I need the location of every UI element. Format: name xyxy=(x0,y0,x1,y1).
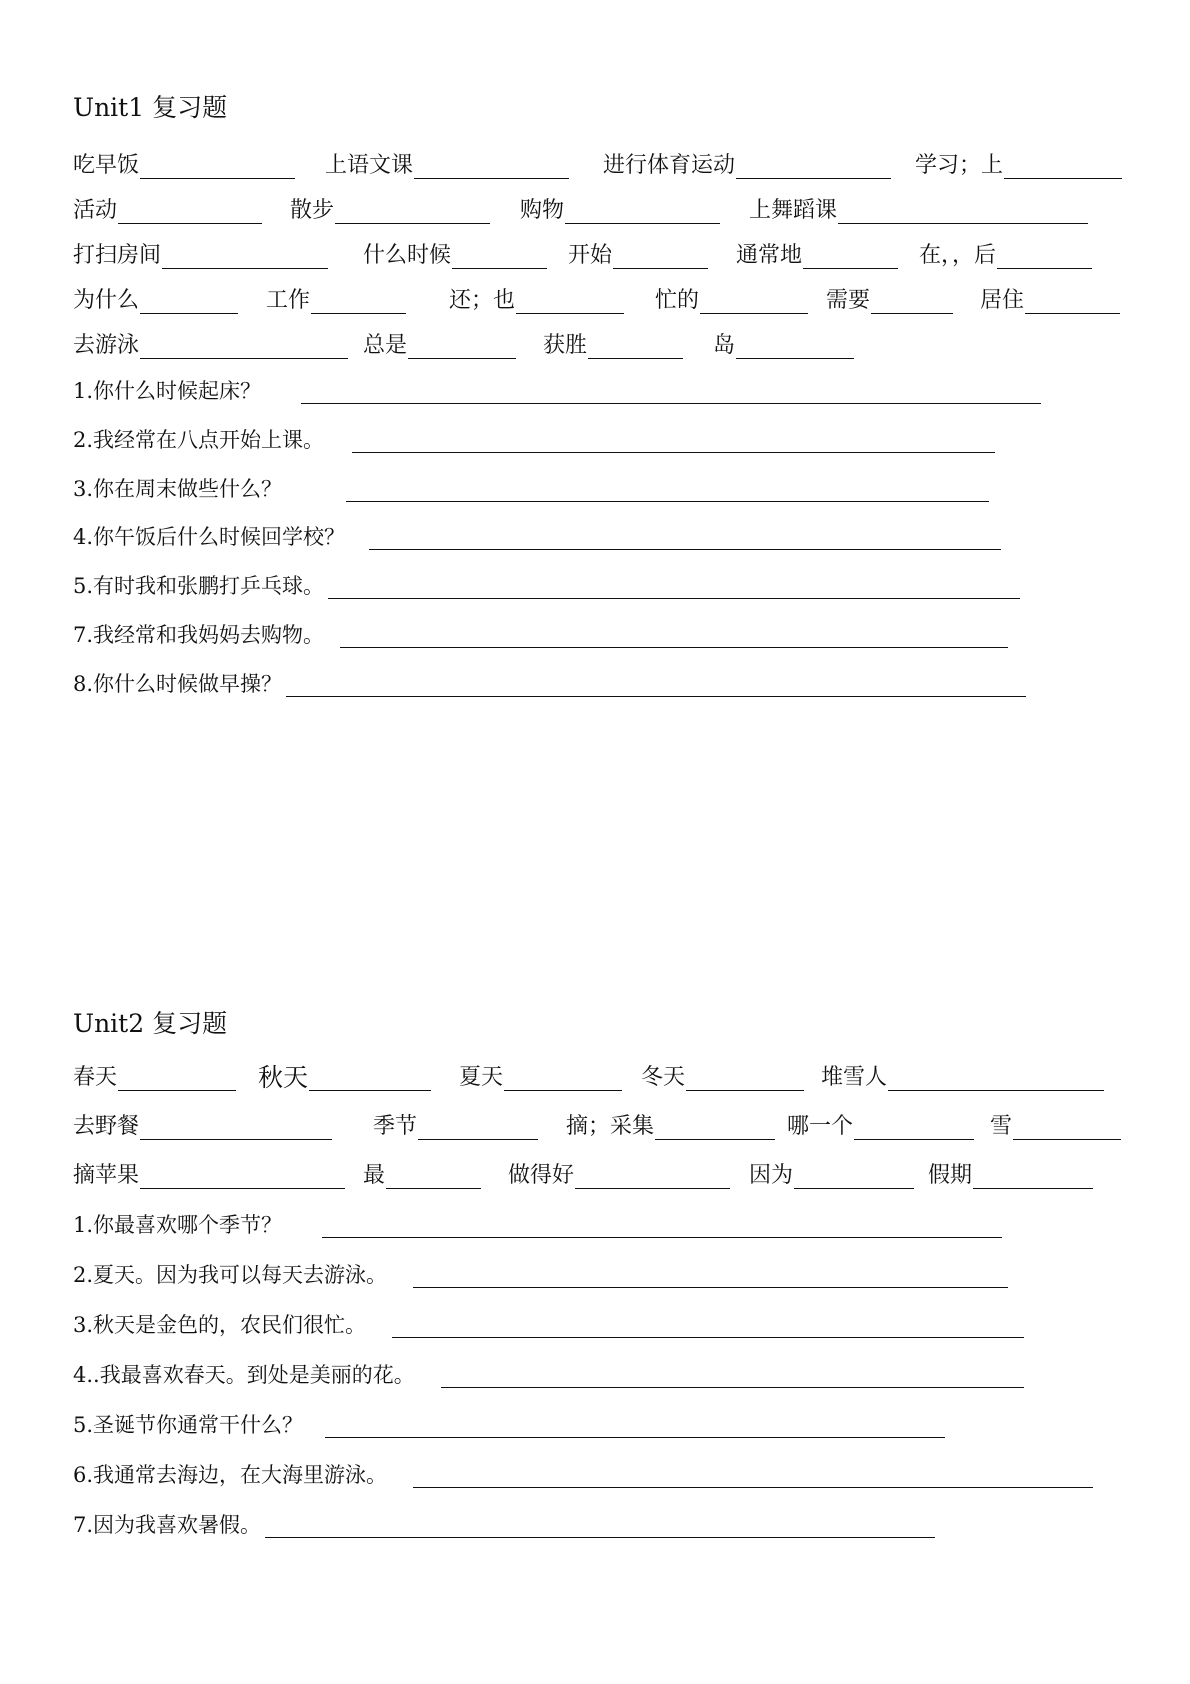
answer-blank[interactable] xyxy=(140,1166,345,1189)
answer-blank[interactable] xyxy=(140,1117,332,1140)
vocab-item xyxy=(641,1061,804,1091)
answer-blank[interactable] xyxy=(838,201,1088,224)
answer-line[interactable] xyxy=(413,1265,1008,1288)
unit1-title: Unit1 复习题 xyxy=(73,93,228,122)
vocab-label: 季节 xyxy=(373,1114,418,1139)
vocab-label: 工作 xyxy=(266,288,311,313)
answer-blank[interactable] xyxy=(311,291,406,314)
unit2-title: Unit2 复习题 xyxy=(73,1009,228,1038)
sentence-prompt: 2.我经常在八点开始上课。 xyxy=(73,428,325,452)
vocab-label: 堆雪人 xyxy=(821,1065,888,1090)
answer-blank[interactable] xyxy=(588,336,683,359)
answer-blank[interactable] xyxy=(700,291,808,314)
vocab-item xyxy=(787,1110,974,1140)
answer-blank[interactable] xyxy=(973,1166,1093,1189)
vocab-item xyxy=(290,194,490,224)
sentence-prompt: 1.你最喜欢哪个季节？ xyxy=(73,1213,283,1237)
unit2-sentence-3 xyxy=(73,1308,1024,1338)
sentence-prompt: 8.你什么时候做早操？ xyxy=(73,672,283,696)
answer-blank[interactable] xyxy=(794,1166,914,1189)
answer-blank[interactable] xyxy=(386,1166,481,1189)
vocab-label: 去游泳 xyxy=(73,333,140,358)
vocab-item xyxy=(258,1061,431,1091)
vocab-item xyxy=(568,239,708,269)
unit1-sentence-5 xyxy=(73,569,1020,599)
answer-blank[interactable] xyxy=(140,336,348,359)
vocab-item xyxy=(73,284,238,314)
sentence-prompt: 3.你在周末做些什么？ xyxy=(73,477,283,501)
vocab-label: 打扫房间 xyxy=(73,243,162,268)
unit2-sentence-2 xyxy=(73,1258,1008,1288)
vocab-label: 活动 xyxy=(73,198,118,223)
vocab-item xyxy=(603,149,891,179)
vocab-item xyxy=(73,1061,236,1091)
vocab-item xyxy=(73,239,328,269)
vocab-label: 通常地 xyxy=(736,243,803,268)
vocab-item xyxy=(749,1159,914,1189)
sentence-prompt: 6.我通常去海边，在大海里游泳。 xyxy=(73,1463,388,1487)
unit2-sentence-1 xyxy=(73,1208,1002,1238)
sentence-prompt: 5.圣诞节你通常干什么？ xyxy=(73,1413,304,1437)
vocab-item xyxy=(459,1061,622,1091)
vocab-label: 开始 xyxy=(568,243,613,268)
vocab-item xyxy=(73,194,262,224)
vocab-item xyxy=(566,1110,775,1140)
unit1-sentence-4 xyxy=(73,520,1001,550)
answer-blank[interactable] xyxy=(686,1068,804,1091)
answer-blank[interactable] xyxy=(736,336,854,359)
answer-blank[interactable] xyxy=(118,1068,236,1091)
unit2-sentence-7 xyxy=(73,1508,935,1538)
answer-blank[interactable] xyxy=(452,246,547,269)
unit2-sentence-5 xyxy=(73,1408,945,1438)
vocab-label: 摘苹果 xyxy=(73,1163,140,1188)
vocab-label: 假期 xyxy=(928,1163,973,1188)
vocab-item xyxy=(266,284,406,314)
vocab-label: 需要 xyxy=(826,288,871,313)
vocab-item xyxy=(736,239,898,269)
vocab-label: 还；也 xyxy=(449,288,516,313)
vocab-item xyxy=(363,329,516,359)
answer-blank[interactable] xyxy=(309,1068,431,1091)
answer-line[interactable] xyxy=(322,1215,1002,1238)
answer-line[interactable] xyxy=(369,527,1001,550)
vocab-label: 在，，后 xyxy=(919,243,997,268)
vocab-label: 哪一个 xyxy=(787,1114,854,1139)
vocab-label: 进行体育运动 xyxy=(603,153,736,178)
vocab-label: 春天 xyxy=(73,1065,118,1090)
answer-blank[interactable] xyxy=(854,1117,974,1140)
answer-line[interactable] xyxy=(346,479,989,502)
answer-line[interactable] xyxy=(265,1515,935,1538)
answer-line[interactable] xyxy=(392,1315,1024,1338)
answer-blank[interactable] xyxy=(1013,1117,1121,1140)
vocab-item xyxy=(373,1110,538,1140)
vocab-item xyxy=(449,284,624,314)
vocab-label: 上语文课 xyxy=(325,153,414,178)
unit1-sentence-7 xyxy=(73,618,1008,648)
vocab-label: 总是 xyxy=(363,333,408,358)
answer-blank[interactable] xyxy=(418,1117,538,1140)
answer-blank[interactable] xyxy=(1025,291,1120,314)
vocab-label: 购物 xyxy=(520,198,565,223)
answer-blank[interactable] xyxy=(997,246,1092,269)
answer-blank[interactable] xyxy=(140,156,295,179)
vocab-label: 忙的 xyxy=(655,288,700,313)
sentence-prompt: 4.你午饭后什么时候回学校？ xyxy=(73,525,346,549)
answer-blank[interactable] xyxy=(118,201,262,224)
answer-blank[interactable] xyxy=(162,246,328,269)
vocab-item xyxy=(363,239,547,269)
vocab-item xyxy=(826,284,953,314)
vocab-item xyxy=(749,194,1088,224)
answer-blank[interactable] xyxy=(408,336,516,359)
vocab-item xyxy=(520,194,720,224)
vocab-item xyxy=(821,1061,1104,1091)
vocab-label: 获胜 xyxy=(543,333,588,358)
unit1-sentence-3 xyxy=(73,472,989,502)
answer-blank[interactable] xyxy=(140,291,238,314)
answer-line[interactable] xyxy=(340,625,1008,648)
vocab-item xyxy=(543,329,683,359)
sentence-prompt: 2.夏天。因为我可以每天去游泳。 xyxy=(73,1263,388,1287)
sentence-prompt: 7.我经常和我妈妈去购物。 xyxy=(73,623,325,647)
sentence-prompt: 4..我最喜欢春天。到处是美丽的花。 xyxy=(73,1363,415,1387)
vocab-item xyxy=(980,284,1120,314)
sentence-prompt: 3.秋天是金色的，农民们很忙。 xyxy=(73,1313,367,1337)
answer-line[interactable] xyxy=(413,1465,1093,1488)
vocab-label: 散步 xyxy=(290,198,335,223)
answer-blank[interactable] xyxy=(516,291,624,314)
answer-line[interactable] xyxy=(325,1415,945,1438)
vocab-item xyxy=(73,1159,345,1189)
unit2-sentence-4 xyxy=(73,1358,1024,1388)
answer-line[interactable] xyxy=(328,576,1020,599)
vocab-item xyxy=(73,1110,332,1140)
vocab-label: 吃早饭 xyxy=(73,153,140,178)
vocab-label: 学习；上 xyxy=(915,153,1004,178)
vocab-label: 秋天 xyxy=(258,1063,309,1092)
unit1-sentence-2 xyxy=(73,423,995,453)
answer-line[interactable] xyxy=(352,430,995,453)
sentence-prompt: 5.有时我和张鹏打乒乓球。 xyxy=(73,574,325,598)
vocab-item xyxy=(363,1159,481,1189)
vocab-label: 因为 xyxy=(749,1163,794,1188)
vocab-item xyxy=(919,239,1092,269)
vocab-label: 最 xyxy=(363,1163,386,1188)
vocab-label: 岛 xyxy=(713,333,736,358)
vocab-item xyxy=(73,149,295,179)
vocab-label: 什么时候 xyxy=(363,243,452,268)
sentence-prompt: 7.因为我喜欢暑假。 xyxy=(73,1513,262,1537)
answer-blank[interactable] xyxy=(803,246,898,269)
answer-blank[interactable] xyxy=(335,201,490,224)
unit1-sentence-1 xyxy=(73,374,1041,404)
vocab-item xyxy=(915,149,1122,179)
unit2-sentence-6 xyxy=(73,1458,1093,1488)
vocab-label: 去野餐 xyxy=(73,1114,140,1139)
vocab-label: 做得好 xyxy=(508,1163,575,1188)
answer-line[interactable] xyxy=(441,1365,1024,1388)
vocab-item xyxy=(73,329,348,359)
sentence-prompt: 1.你什么时候起床？ xyxy=(73,379,262,403)
answer-blank[interactable] xyxy=(736,156,891,179)
vocab-item xyxy=(990,1110,1121,1140)
answer-blank[interactable] xyxy=(414,156,569,179)
answer-blank[interactable] xyxy=(504,1068,622,1091)
vocab-label: 为什么 xyxy=(73,288,140,313)
vocab-item xyxy=(713,329,854,359)
vocab-item xyxy=(325,149,569,179)
vocab-item xyxy=(928,1159,1093,1189)
answer-blank[interactable] xyxy=(565,201,720,224)
answer-line[interactable] xyxy=(286,674,1026,697)
vocab-label: 冬天 xyxy=(641,1065,686,1090)
vocab-label: 居住 xyxy=(980,288,1025,313)
answer-blank[interactable] xyxy=(888,1068,1104,1091)
vocab-item xyxy=(655,284,808,314)
vocab-label: 雪 xyxy=(990,1114,1013,1139)
vocab-label: 夏天 xyxy=(459,1065,504,1090)
vocab-label: 摘；采集 xyxy=(566,1114,655,1139)
vocab-item xyxy=(508,1159,730,1189)
answer-blank[interactable] xyxy=(1004,156,1122,179)
answer-line[interactable] xyxy=(301,381,1041,404)
answer-blank[interactable] xyxy=(655,1117,775,1140)
answer-blank[interactable] xyxy=(871,291,953,314)
vocab-label: 上舞蹈课 xyxy=(749,198,838,223)
unit1-sentence-8 xyxy=(73,667,1026,697)
answer-blank[interactable] xyxy=(575,1166,730,1189)
answer-blank[interactable] xyxy=(613,246,708,269)
